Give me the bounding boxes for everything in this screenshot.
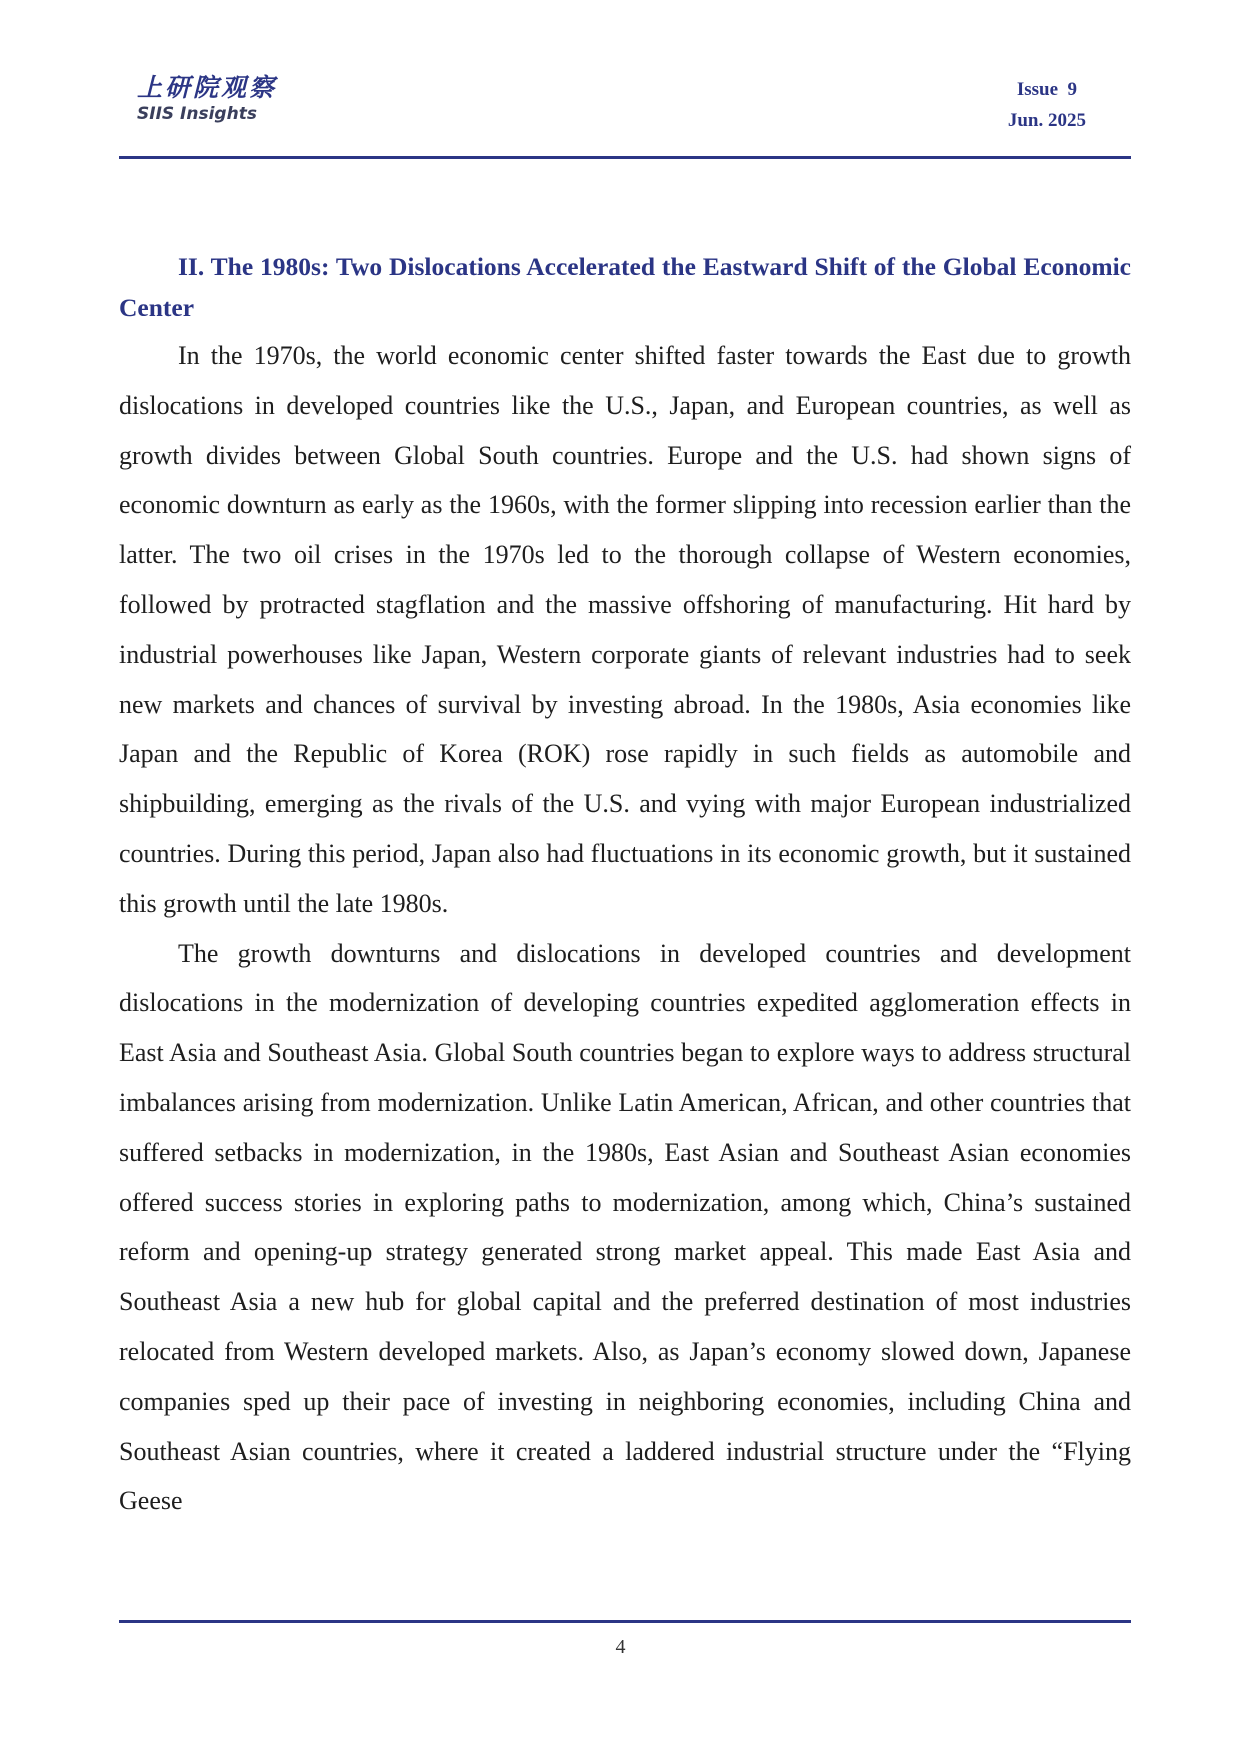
footer-divider	[119, 1620, 1131, 1623]
page-header	[119, 70, 1131, 160]
page-number: 4	[615, 1636, 626, 1658]
paragraph-2: The growth downturns and dislocations in developed countries and development dislocations in the modernization of developing countries expedited agglomeration effects in East Asia and Southeast Asia. Global South countries began to explore ways to address structural imbalances arising from modernization. Unlike Latin American, African, and other countries that suffered setbacks in modernization, in the 1980s, East Asian and Southeast Asian economies offered success stories in exploring paths to modernization, among which, China’s sustained reform and opening-up strategy generated strong market appeal. This made East Asia and Southeast Asia a new hub for global capital and the preferred destination of most industries relocated from Western developed markets. Also, as Japan’s economy slowed down, Japanese companies sped up their pace of investing in neighboring economies, including China and Southeast Asian countries, where it created a laddered industrial structure under the “Flying Geese	[119, 938, 1131, 1516]
issue-info	[1008, 74, 1086, 136]
issue-date: Jun. 2025	[1007, 110, 1086, 131]
section-heading: II. The 1980s: Two Dislocations Accelerated the Eastward Shift of the Global Economic Center	[119, 252, 1131, 322]
logo-chinese-text: 上研院观察	[137, 73, 278, 102]
article-body	[119, 246, 1131, 1526]
siis-logo	[137, 74, 277, 124]
paragraph-1: In the 1970s, the world economic center shifted faster towards the East due to growth dislocations in developed countries like the U.S., Japan, and European countries, as well as growth divides between Global South countries. Europe and the U.S. had shown signs of economic downturn as early as the 1960s, with the former slipping into recession earlier than the latter. The two oil crises in the 1970s led to the thorough collapse of Western economies, followed by protracted stagflation and the massive offshoring of manufacturing. Hit hard by industrial powerhouses like Japan, Western corporate giants of relevant industries had to seek new markets and chances of survival by investing abroad. In the 1980s, Asia economies like Japan and the Republic of Korea (ROK) rose rapidly in such fields as automobile and shipbuilding, emerging as the rivals of the U.S. and vying with major European industrialized countries. During this period, Japan also had fluctuations in its economic growth, but it sustained this growth until the late 1980s.	[119, 341, 1131, 918]
logo-english-text: SIIS Insights	[137, 104, 257, 124]
header-divider	[119, 156, 1131, 159]
issue-number: Issue 9	[1016, 79, 1078, 100]
